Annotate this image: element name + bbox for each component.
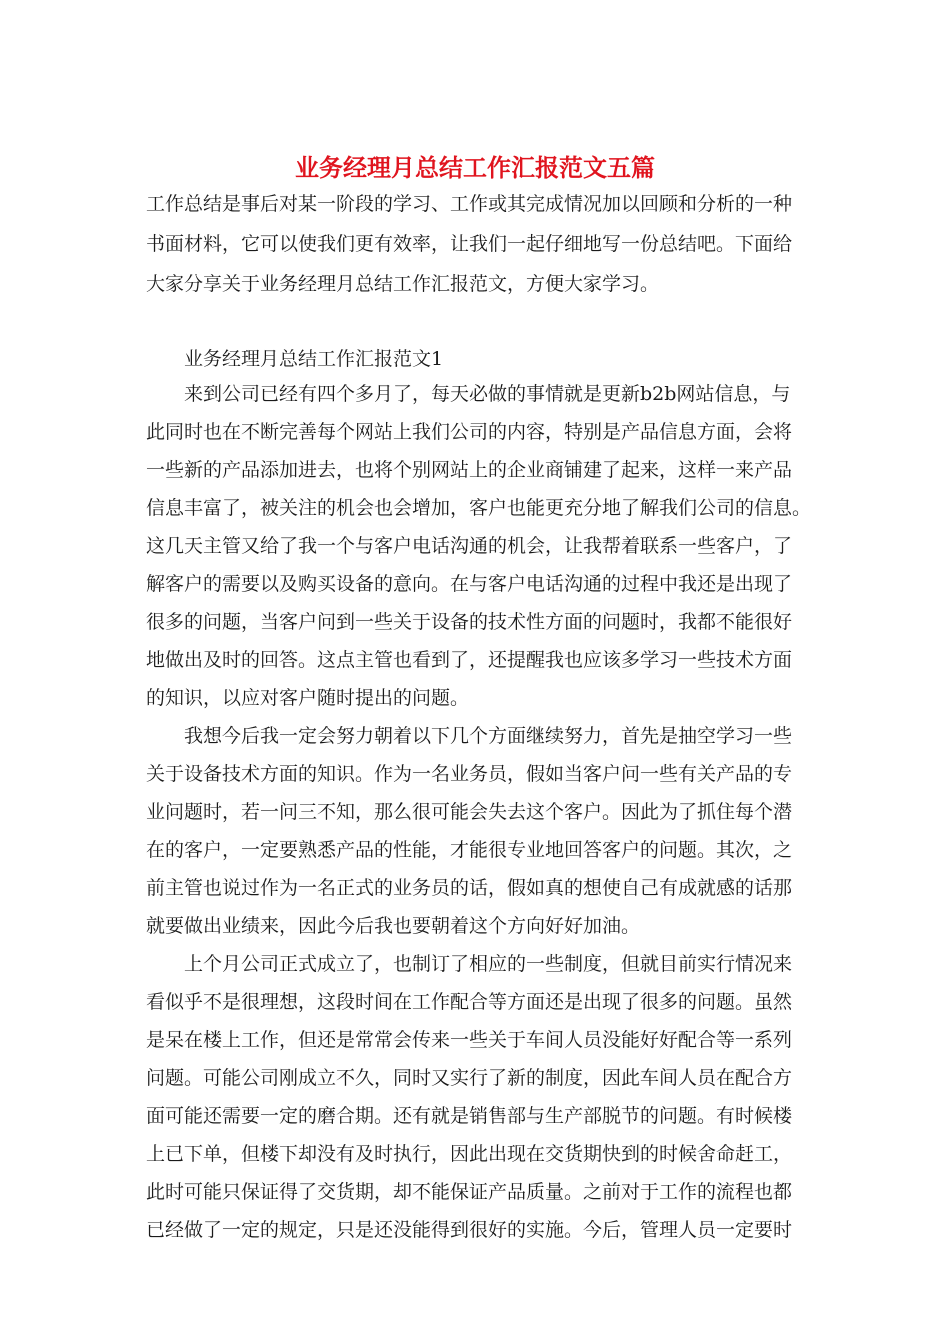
body-line: 这几天主管又给了我一个与客户电话沟通的机会，让我帮着联系一些客户，了: [146, 535, 793, 557]
body-line: 问题。可能公司刚成立不久，同时又实行了新的制度，因此车间人员在配合方: [146, 1067, 793, 1089]
body-line: 已经做了一定的规定，只是还没能得到很好的实施。今后，管理人员一定要时: [146, 1219, 793, 1241]
body-line: 前主管也说过作为一名正式的业务员的话，假如真的想使自己有成就感的话那: [146, 877, 793, 899]
body-line: 信息丰富了，被关注的机会也会增加，客户也能更充分地了解我们公司的信息。: [146, 497, 812, 519]
body-line: 的知识，以应对客户随时提出的问题。: [146, 687, 470, 709]
body-line: 一些新的产品添加进去，也将个别网站上的企业商铺建了起来，这样一来产品: [146, 459, 793, 481]
body-line: 在的客户，一定要熟悉产品的性能，才能很专业地回答客户的问题。其次，之: [146, 839, 793, 861]
body-line: 看似乎不是很理想，这段时间在工作配合等方面还是出现了很多的问题。虽然: [146, 991, 793, 1013]
body-line: 是呆在楼上工作，但还是常常会传来一些关于车间人员没能好好配合等一系列: [146, 1029, 793, 1051]
body-line: 此时可能只保证得了交货期，却不能保证产品质量。之前对于工作的流程也都: [146, 1181, 793, 1203]
body-line: 地做出及时的回答。这点主管也看到了，还提醒我也应该多学习一些技术方面: [146, 649, 793, 671]
body-line: 上个月公司正式成立了，也制订了相应的一些制度，但就目前实行情况来: [184, 953, 793, 975]
body-line: 上已下单，但楼下却没有及时执行，因此出现在交货期快到的时候舍命赶工，: [146, 1143, 793, 1165]
body-line: 我想今后我一定会努力朝着以下几个方面继续努力，首先是抽空学习一些: [184, 725, 793, 747]
body-line: 此同时也在不断完善每个网站上我们公司的内容，特别是产品信息方面，会将: [146, 421, 793, 443]
body-line: 就要做出业绩来，因此今后我也要朝着这个方向好好加油。: [146, 915, 641, 937]
body-line: 很多的问题，当客户问到一些关于设备的技术性方面的问题时，我都不能很好: [146, 611, 793, 633]
body-line: 解客户的需要以及购买设备的意向。在与客户电话沟通的过程中我还是出现了: [146, 573, 793, 595]
intro-line: 大家分享关于业务经理月总结工作汇报范文，方便大家学习。: [146, 273, 660, 295]
section-heading: 业务经理月总结工作汇报范文1: [184, 348, 444, 370]
intro-line: 书面材料，它可以使我们更有效率，让我们一起仔细地写一份总结吧。下面给: [146, 233, 793, 255]
body-line: 面可能还需要一定的磨合期。还有就是销售部与生产部脱节的问题。有时候楼: [146, 1105, 793, 1127]
intro-line: 工作总结是事后对某一阶段的学习、工作或其完成情况加以回顾和分析的一种: [146, 193, 793, 215]
body-line: 业问题时，若一问三不知，那么很可能会失去这个客户。因此为了抓住每个潜: [146, 801, 793, 823]
document-title: 业务经理月总结工作汇报范文五篇: [295, 153, 655, 182]
body-line: 关于设备技术方面的知识。作为一名业务员，假如当客户问一些有关产品的专: [146, 763, 793, 785]
body-line: 来到公司已经有四个多月了，每天必做的事情就是更新b2b网站信息，与: [184, 383, 791, 405]
